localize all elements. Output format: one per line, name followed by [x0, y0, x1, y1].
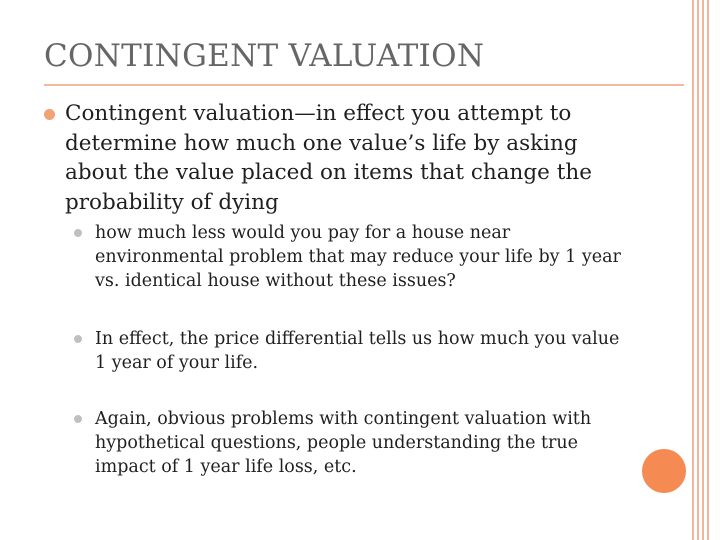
slide-title: CONTINGENT VALUATION	[44, 38, 485, 74]
sub-bullet-point	[74, 221, 634, 293]
sub-bullet-text: how much less would you pay for a house near environmental problem that may reduce your life by 1 year vs. identical house without these issues?	[95, 223, 621, 291]
decorative-band-line	[692, 0, 694, 540]
bullet-icon	[44, 109, 55, 120]
decorative-band-line	[707, 0, 709, 540]
bullet-icon	[74, 335, 82, 343]
sub-bullet-point	[74, 327, 634, 375]
bullet-icon	[74, 415, 82, 423]
decorative-circle	[642, 449, 686, 493]
sub-bullet-text: In effect, the price differential tells us how much you value 1 year of your life.	[95, 329, 620, 373]
main-bullet-text: Contingent valuation—in effect you attempt to determine how much one value’s life by asking about the value placed on items that change the probability of dying	[65, 101, 592, 215]
decorative-band-line	[697, 0, 699, 540]
sub-bullet-point	[74, 407, 634, 479]
bullet-icon	[74, 229, 82, 237]
title-divider	[44, 84, 684, 86]
main-bullet-point	[40, 99, 640, 217]
decorative-band-line	[702, 0, 704, 540]
sub-bullet-text: Again, obvious problems with contingent valuation with hypothetical questions, people understanding the true impact of 1 year life loss, etc.	[95, 409, 592, 477]
